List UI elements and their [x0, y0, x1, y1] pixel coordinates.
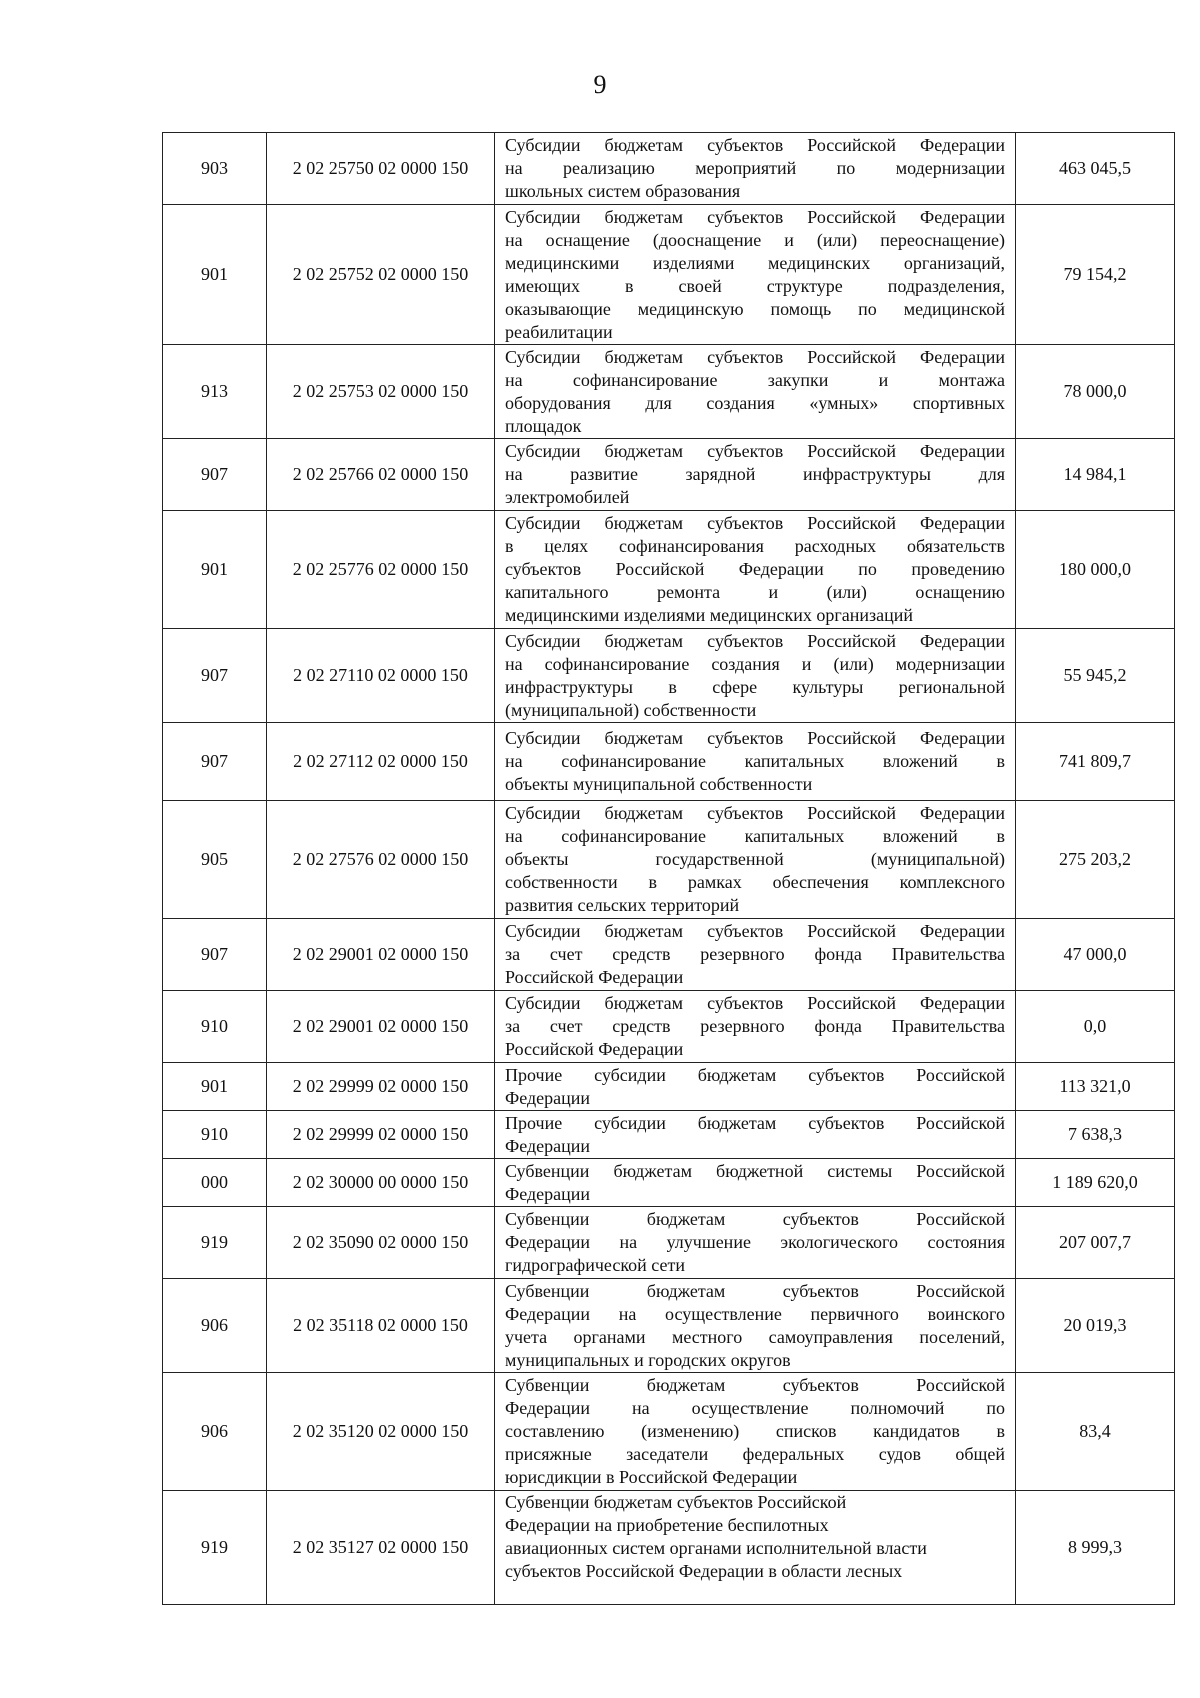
revenue-name-cell: [495, 1159, 1016, 1207]
revenue-name-cell: [495, 723, 1016, 801]
revenue-code-cell: 2 02 29999 02 0000 150: [267, 1063, 495, 1111]
revenue-name-line: муниципальных и городских округов: [505, 1349, 791, 1370]
revenue-name-line: субъектов Российской Федерации в области лесных: [505, 1561, 903, 1581]
revenue-name-line: Федерации: [505, 1183, 591, 1204]
admin-code-cell: 910: [163, 1111, 267, 1159]
admin-code-cell: 907: [163, 439, 267, 511]
amount-cell: 78 000,0: [1016, 345, 1175, 439]
revenue-name-line: Федерации на осуществление полномочий по: [505, 1398, 1005, 1418]
revenue-name-cell: [495, 511, 1016, 629]
revenue-code-cell: 2 02 35118 02 0000 150: [267, 1279, 495, 1373]
revenue-code-cell: 2 02 29999 02 0000 150: [267, 1111, 495, 1159]
revenue-name-line: за счет средств резервного фонда Правительства: [505, 1016, 1005, 1036]
amount-cell: 47 000,0: [1016, 919, 1175, 991]
revenue-code-cell: 2 02 25776 02 0000 150: [267, 511, 495, 629]
revenue-name-cell: [495, 1491, 1016, 1605]
admin-code-cell: 907: [163, 723, 267, 801]
revenue-code-cell: 2 02 25766 02 0000 150: [267, 439, 495, 511]
table-row: [163, 133, 1175, 205]
revenue-name-line: учета органами местного самоуправления поселений,: [505, 1326, 1005, 1347]
table-row: [163, 1279, 1175, 1373]
revenue-code-cell: 2 02 35120 02 0000 150: [267, 1373, 495, 1491]
revenue-name-line: Прочие субсидии бюджетам субъектов Российской: [505, 1064, 1005, 1085]
table-row: [163, 1111, 1175, 1159]
admin-code-cell: 000: [163, 1159, 267, 1207]
revenue-name-cell: [495, 345, 1016, 439]
revenue-name-line: авиационных систем органами исполнительной власти: [505, 1538, 927, 1558]
table-row: [163, 511, 1175, 629]
revenue-name-line: Федерации: [505, 1135, 591, 1156]
amount-cell: 55 945,2: [1016, 629, 1175, 723]
revenue-code-cell: 2 02 25752 02 0000 150: [267, 205, 495, 345]
table-row: [163, 1159, 1175, 1207]
revenue-name-line: реабилитации: [505, 321, 613, 342]
table-row: [163, 801, 1175, 919]
revenue-name-cell: [495, 133, 1016, 205]
table-row: [163, 723, 1175, 801]
revenue-code-cell: 2 02 29001 02 0000 150: [267, 991, 495, 1063]
revenue-name-cell: [495, 439, 1016, 511]
table-body: [163, 133, 1175, 1605]
revenue-name-cell: [495, 919, 1016, 991]
admin-code-cell: 907: [163, 629, 267, 723]
page-number: 9: [593, 70, 607, 99]
revenue-code-cell: 2 02 27576 02 0000 150: [267, 801, 495, 919]
amount-cell: 7 638,3: [1016, 1111, 1175, 1159]
revenue-name-line: Субсидии бюджетам субъектов Российской Федерации: [505, 803, 1005, 823]
admin-code-cell: 919: [163, 1207, 267, 1279]
amount-cell: 79 154,2: [1016, 205, 1175, 345]
revenue-name-line: Субсидии бюджетам субъектов Российской Федерации: [505, 513, 1005, 533]
admin-code-cell: 919: [163, 1491, 267, 1605]
revenue-name-line: Субсидии бюджетам субъектов Российской Федерации: [505, 346, 1005, 367]
admin-code-cell: 901: [163, 511, 267, 629]
revenue-name-line: Федерации на улучшение экологического состояния: [505, 1232, 1005, 1252]
revenue-name-line: присяжные заседатели федеральных судов общей: [505, 1444, 1005, 1464]
revenue-name-line: Субсидии бюджетам субъектов Российской Федерации: [505, 993, 1005, 1013]
revenue-name-line: Субвенции бюджетам субъектов Российской: [505, 1492, 847, 1512]
revenue-name-line: объекты государственной (муниципальной): [505, 849, 1005, 869]
admin-code-cell: 906: [163, 1373, 267, 1491]
admin-code-cell: 901: [163, 1063, 267, 1111]
revenue-name-line: площадок: [505, 415, 582, 436]
table-row: [163, 345, 1175, 439]
amount-cell: 0,0: [1016, 991, 1175, 1063]
admin-code-cell: 906: [163, 1279, 267, 1373]
revenue-name-line: Субсидии бюджетам субъектов Российской Федерации: [505, 206, 1005, 227]
revenue-name-line: инфраструктуры в сфере культуры региональной: [505, 676, 1005, 697]
revenue-name-line: на развитие зарядной инфраструктуры для: [505, 464, 1005, 484]
admin-code-cell: 907: [163, 919, 267, 991]
revenue-name-line: Федерации на осуществление первичного воинского: [505, 1303, 1005, 1324]
revenue-code-cell: 2 02 25753 02 0000 150: [267, 345, 495, 439]
revenue-name-line: медицинскими изделиями медицинских организаций,: [505, 252, 1005, 273]
revenue-name-line: на софинансирование создания и (или) модернизации: [505, 653, 1005, 674]
revenue-name-line: Субсидии бюджетам субъектов Российской Федерации: [505, 728, 1005, 748]
revenue-name-line: Субвенции бюджетам бюджетной системы Российской: [505, 1160, 1005, 1181]
table-row: [163, 439, 1175, 511]
amount-cell: 1 189 620,0: [1016, 1159, 1175, 1207]
revenue-name-cell: [495, 1063, 1016, 1111]
revenue-name-line: Федерации на приобретение беспилотных: [505, 1515, 829, 1535]
admin-code-cell: 903: [163, 133, 267, 205]
revenue-name-cell: [495, 991, 1016, 1063]
table-row: [163, 629, 1175, 723]
revenue-name-line: развития сельских территорий: [505, 895, 740, 915]
amount-cell: 8 999,3: [1016, 1491, 1175, 1605]
admin-code-cell: 905: [163, 801, 267, 919]
revenue-code-cell: 2 02 30000 00 0000 150: [267, 1159, 495, 1207]
revenue-name-line: на софинансирование капитальных вложений в: [505, 826, 1005, 846]
table-row: [163, 1491, 1175, 1605]
revenue-name-cell: [495, 1279, 1016, 1373]
amount-cell: 463 045,5: [1016, 133, 1175, 205]
admin-code-cell: 913: [163, 345, 267, 439]
amount-cell: 14 984,1: [1016, 439, 1175, 511]
revenue-name-cell: [495, 1207, 1016, 1279]
revenue-name-cell: [495, 1111, 1016, 1159]
revenue-name-line: оборудования для создания «умных» спортивных: [505, 392, 1005, 413]
revenue-name-line: юрисдикции в Российской Федерации: [505, 1467, 798, 1487]
revenue-name-line: на софинансирование капитальных вложений в: [505, 751, 1005, 771]
revenue-name-line: Прочие субсидии бюджетам субъектов Российской: [505, 1112, 1005, 1133]
revenue-name-line: на софинансирование закупки и монтажа: [505, 369, 1005, 390]
revenue-name-line: электромобилей: [505, 487, 630, 507]
revenue-name-line: в целях софинансирования расходных обязательств: [505, 536, 1005, 556]
revenue-name-line: Федерации: [505, 1087, 591, 1108]
table-row: [163, 205, 1175, 345]
amount-cell: 207 007,7: [1016, 1207, 1175, 1279]
revenue-name-line: Субсидии бюджетам субъектов Российской Федерации: [505, 441, 1005, 461]
revenue-name-line: Субсидии бюджетам субъектов Российской Федерации: [505, 135, 1005, 155]
table-row: [163, 1063, 1175, 1111]
table-row: [163, 991, 1175, 1063]
revenue-name-line: Российской Федерации: [505, 967, 684, 987]
table-row: [163, 1373, 1175, 1491]
revenue-name-cell: [495, 205, 1016, 345]
revenue-name-line: собственности в рамках обеспечения комплексного: [505, 872, 1005, 892]
revenue-code-cell: 2 02 25750 02 0000 150: [267, 133, 495, 205]
revenue-name-line: оказывающие медицинскую помощь по медицинской: [505, 298, 1005, 319]
revenue-code-cell: 2 02 35090 02 0000 150: [267, 1207, 495, 1279]
revenue-name-line: на реализацию мероприятий по модернизации: [505, 158, 1005, 178]
admin-code-cell: 901: [163, 205, 267, 345]
revenue-name-line: объекты муниципальной собственности: [505, 774, 813, 794]
amount-cell: 113 321,0: [1016, 1063, 1175, 1111]
revenue-code-cell: 2 02 27110 02 0000 150: [267, 629, 495, 723]
revenue-name-cell: [495, 801, 1016, 919]
revenue-name-line: Субсидии бюджетам субъектов Российской Федерации: [505, 921, 1005, 941]
revenue-name-line: Субсидии бюджетам субъектов Российской Федерации: [505, 630, 1005, 651]
amount-cell: 83,4: [1016, 1373, 1175, 1491]
table-row: [163, 919, 1175, 991]
revenue-name-line: гидрографической сети: [505, 1255, 685, 1275]
revenue-code-cell: 2 02 29001 02 0000 150: [267, 919, 495, 991]
revenue-name-line: школьных систем образования: [505, 181, 741, 201]
revenue-name-line: Российской Федерации: [505, 1039, 684, 1059]
revenue-name-line: за счет средств резервного фонда Правительства: [505, 944, 1005, 964]
amount-cell: 741 809,7: [1016, 723, 1175, 801]
revenue-name-cell: [495, 629, 1016, 723]
table-row: [163, 1207, 1175, 1279]
revenue-name-line: капитального ремонта и (или) оснащению: [505, 582, 1005, 602]
revenue-name-line: на оснащение (дооснащение и (или) переоснащение): [505, 229, 1005, 250]
revenue-name-line: Субвенции бюджетам субъектов Российской: [505, 1280, 1005, 1301]
admin-code-cell: 910: [163, 991, 267, 1063]
revenue-code-cell: 2 02 35127 02 0000 150: [267, 1491, 495, 1605]
revenue-name-line: (муниципальной) собственности: [505, 699, 757, 720]
revenue-name-line: субъектов Российской Федерации по проведению: [505, 559, 1005, 579]
revenue-name-line: Субвенции бюджетам субъектов Российской: [505, 1209, 1005, 1229]
revenue-name-cell: [495, 1373, 1016, 1491]
amount-cell: 275 203,2: [1016, 801, 1175, 919]
revenue-name-line: медицинскими изделиями медицинских организаций: [505, 605, 914, 625]
revenue-name-line: Субвенции бюджетам субъектов Российской: [505, 1375, 1005, 1395]
revenue-name-line: имеющих в своей структуре подразделения,: [505, 275, 1005, 296]
amount-cell: 20 019,3: [1016, 1279, 1175, 1373]
budget-revenue-table: [162, 132, 1175, 1605]
revenue-code-cell: 2 02 27112 02 0000 150: [267, 723, 495, 801]
amount-cell: 180 000,0: [1016, 511, 1175, 629]
revenue-name-line: составлению (изменению) списков кандидатов в: [505, 1421, 1005, 1441]
